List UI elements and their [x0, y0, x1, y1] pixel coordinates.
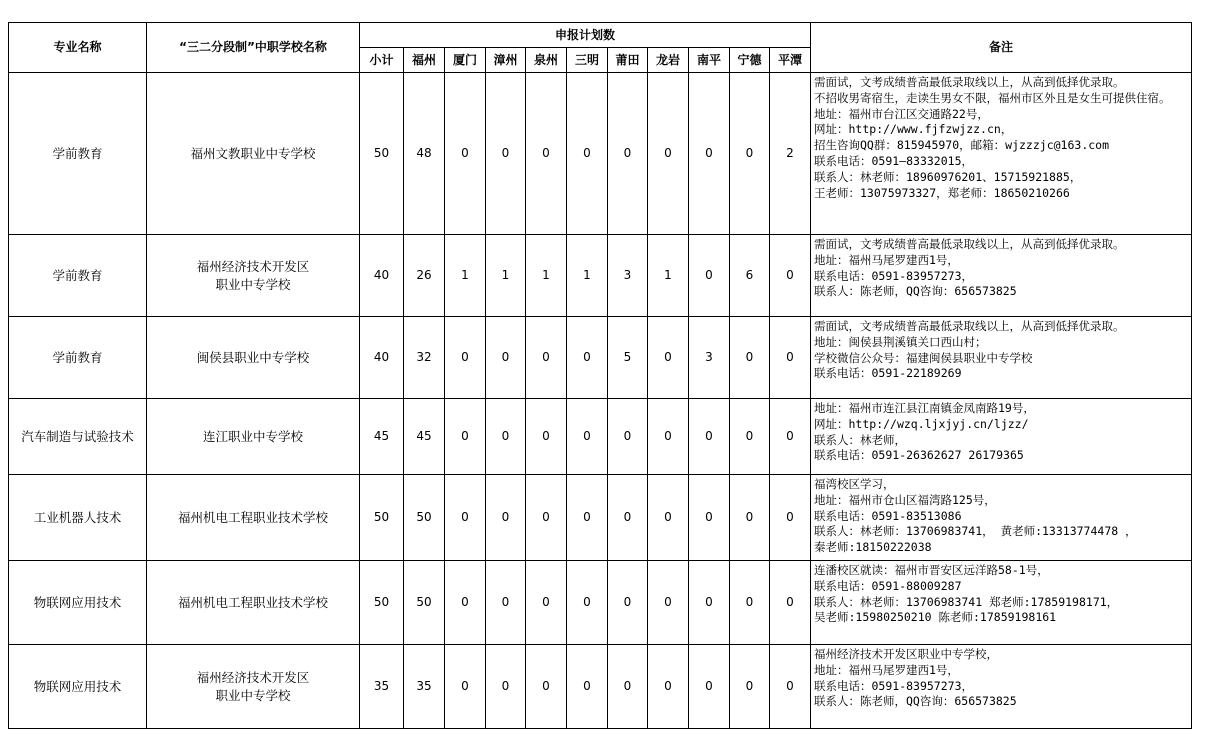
cell-plan-count: 0	[486, 645, 526, 729]
cell-plan-count: 45	[404, 399, 445, 475]
cell-plan-count: 0	[486, 317, 526, 399]
cell-plan-count: 0	[770, 561, 811, 645]
cell-major: 学前教育	[9, 73, 147, 235]
cell-plan-count: 0	[445, 561, 486, 645]
cell-major: 物联网应用技术	[9, 561, 147, 645]
cell-plan-count: 0	[648, 475, 689, 561]
header-plan-col: 泉州	[526, 48, 567, 73]
cell-plan-count: 0	[689, 645, 730, 729]
header-plan-col: 漳州	[486, 48, 526, 73]
cell-remark: 福州经济技术开发区职业中专学校， 地址：福州马尾罗建西1号， 联系电话：0591-83957273， 联系人：陈老师，QQ咨询：656573825	[811, 645, 1192, 729]
table-row	[9, 317, 1192, 399]
cell-school: 福州机电工程职业技术学校	[147, 475, 360, 561]
cell-plan-count: 0	[567, 561, 608, 645]
cell-plan-count: 0	[608, 73, 648, 235]
cell-plan-count: 0	[648, 561, 689, 645]
cell-plan-count: 0	[608, 475, 648, 561]
cell-plan-count: 0	[526, 73, 567, 235]
header-plan-group: 申报计划数	[360, 23, 811, 48]
cell-plan-count: 0	[730, 73, 770, 235]
cell-plan-count: 0	[689, 475, 730, 561]
cell-remark: 需面试，文考成绩普高最低录取线以上，从高到低择优录取。 地址：闽侯县荆溪镇关口西山村； 学校微信公众号：福建闽侯县职业中专学校 联系电话：0591-22189269	[811, 317, 1192, 399]
cell-plan-count: 0	[770, 235, 811, 317]
cell-plan-count: 0	[730, 645, 770, 729]
cell-plan-count: 1	[445, 235, 486, 317]
cell-plan-count: 50	[360, 561, 404, 645]
header-plan-col: 三明	[567, 48, 608, 73]
cell-plan-count: 3	[608, 235, 648, 317]
cell-plan-count: 0	[526, 475, 567, 561]
header-plan-col: 南平	[689, 48, 730, 73]
cell-plan-count: 0	[608, 399, 648, 475]
cell-school: 福州经济技术开发区 职业中专学校	[147, 235, 360, 317]
cell-major: 物联网应用技术	[9, 645, 147, 729]
cell-plan-count: 1	[567, 235, 608, 317]
cell-plan-count: 26	[404, 235, 445, 317]
cell-plan-count: 0	[445, 73, 486, 235]
cell-plan-count: 0	[730, 317, 770, 399]
cell-school: 福州机电工程职业技术学校	[147, 561, 360, 645]
cell-plan-count: 50	[360, 475, 404, 561]
cell-plan-count: 32	[404, 317, 445, 399]
cell-plan-count: 0	[730, 475, 770, 561]
table-body	[9, 73, 1192, 729]
cell-plan-count: 50	[360, 73, 404, 235]
cell-plan-count: 0	[567, 317, 608, 399]
cell-plan-count: 0	[445, 399, 486, 475]
cell-plan-count: 0	[730, 399, 770, 475]
header-school: “三二分段制”中职学校名称	[147, 23, 360, 73]
table-row	[9, 73, 1192, 235]
cell-plan-count: 0	[770, 645, 811, 729]
cell-plan-count: 50	[404, 561, 445, 645]
cell-plan-count: 0	[567, 399, 608, 475]
cell-major: 工业机器人技术	[9, 475, 147, 561]
cell-plan-count: 3	[689, 317, 730, 399]
cell-plan-count: 0	[689, 561, 730, 645]
cell-remark: 需面试，文考成绩普高最低录取线以上，从高到低择优录取。 不招收男寄宿生，走读生男女不限，福州市区外且是女生可提供住宿。 地址：福州市台江区交通路22号， 网址：http://www.fjfzwjzz.cn， 招生咨询QQ群：815945970，邮箱：wjzzzjc@163.com 联系电话：0591—83332015， 联系人：林老师：18960976201、15715921885， 王老师：13075973327，郑老师：18650210266	[811, 73, 1192, 235]
cell-school: 连江职业中专学校	[147, 399, 360, 475]
cell-plan-count: 0	[445, 317, 486, 399]
cell-school: 闽侯县职业中专学校	[147, 317, 360, 399]
cell-school: 福州文教职业中专学校	[147, 73, 360, 235]
cell-remark: 需面试，文考成绩普高最低录取线以上，从高到低择优录取。 地址：福州马尾罗建西1号， 联系电话：0591-83957273， 联系人：陈老师，QQ咨询：656573825	[811, 235, 1192, 317]
cell-plan-count: 0	[608, 645, 648, 729]
header-remarks: 备注	[811, 23, 1192, 73]
cell-plan-count: 0	[730, 561, 770, 645]
cell-plan-count: 2	[770, 73, 811, 235]
cell-plan-count: 0	[486, 561, 526, 645]
table-row	[9, 235, 1192, 317]
enrollment-plan-table	[8, 22, 1192, 729]
cell-major: 学前教育	[9, 235, 147, 317]
cell-plan-count: 0	[608, 561, 648, 645]
cell-plan-count: 0	[770, 317, 811, 399]
cell-plan-count: 0	[486, 73, 526, 235]
cell-plan-count: 0	[648, 317, 689, 399]
header-plan-col: 莆田	[608, 48, 648, 73]
cell-plan-count: 50	[404, 475, 445, 561]
cell-plan-count: 0	[486, 475, 526, 561]
header-plan-col: 宁德	[730, 48, 770, 73]
cell-plan-count: 0	[770, 475, 811, 561]
table-row	[9, 645, 1192, 729]
header-plan-col: 厦门	[445, 48, 486, 73]
cell-remark: 地址：福州市连江县江南镇金凤南路19号， 网址：http://wzq.ljxjyj.cn/ljzz/ 联系人：林老师， 联系电话：0591-26362627 26179365	[811, 399, 1192, 475]
cell-remark: 连潘校区就读：福州市晋安区远洋路58-1号， 联系电话：0591-88009287 联系人：林老师：13706983741 郑老师:17859198171， 吴老师:15980250210 陈老师:17859198161	[811, 561, 1192, 645]
cell-plan-count: 1	[648, 235, 689, 317]
header-plan-col: 龙岩	[648, 48, 689, 73]
cell-plan-count: 35	[360, 645, 404, 729]
cell-plan-count: 0	[648, 645, 689, 729]
header-plan-col: 小计	[360, 48, 404, 73]
cell-plan-count: 48	[404, 73, 445, 235]
cell-plan-count: 0	[445, 475, 486, 561]
cell-plan-count: 6	[730, 235, 770, 317]
table-row	[9, 475, 1192, 561]
table-row	[9, 399, 1192, 475]
table-row	[9, 561, 1192, 645]
cell-plan-count: 0	[445, 645, 486, 729]
header-plan-col: 福州	[404, 48, 445, 73]
cell-plan-count: 35	[404, 645, 445, 729]
cell-plan-count: 1	[486, 235, 526, 317]
cell-remark: 福湾校区学习， 地址：福州市仓山区福湾路125号， 联系电话：0591-83513086 联系人：林老师：13706983741， 黄老师:13313774478 ， 秦老师:18150222038	[811, 475, 1192, 561]
cell-plan-count: 0	[526, 561, 567, 645]
cell-major: 学前教育	[9, 317, 147, 399]
cell-plan-count: 0	[526, 399, 567, 475]
cell-major: 汽车制造与试验技术	[9, 399, 147, 475]
cell-plan-count: 0	[770, 399, 811, 475]
cell-school: 福州经济技术开发区 职业中专学校	[147, 645, 360, 729]
cell-plan-count: 0	[689, 235, 730, 317]
cell-plan-count: 40	[360, 317, 404, 399]
cell-plan-count: 0	[526, 645, 567, 729]
cell-plan-count: 0	[567, 475, 608, 561]
header-major: 专业名称	[9, 23, 147, 73]
cell-plan-count: 5	[608, 317, 648, 399]
table-header	[9, 23, 1192, 73]
cell-plan-count: 0	[486, 399, 526, 475]
cell-plan-count: 45	[360, 399, 404, 475]
cell-plan-count: 0	[648, 73, 689, 235]
cell-plan-count: 1	[526, 235, 567, 317]
cell-plan-count: 0	[689, 399, 730, 475]
header-plan-col: 平潭	[770, 48, 811, 73]
cell-plan-count: 40	[360, 235, 404, 317]
cell-plan-count: 0	[689, 73, 730, 235]
cell-plan-count: 0	[526, 317, 567, 399]
enrollment-plan-sheet	[8, 22, 1192, 729]
cell-plan-count: 0	[648, 399, 689, 475]
cell-plan-count: 0	[567, 645, 608, 729]
cell-plan-count: 0	[567, 73, 608, 235]
